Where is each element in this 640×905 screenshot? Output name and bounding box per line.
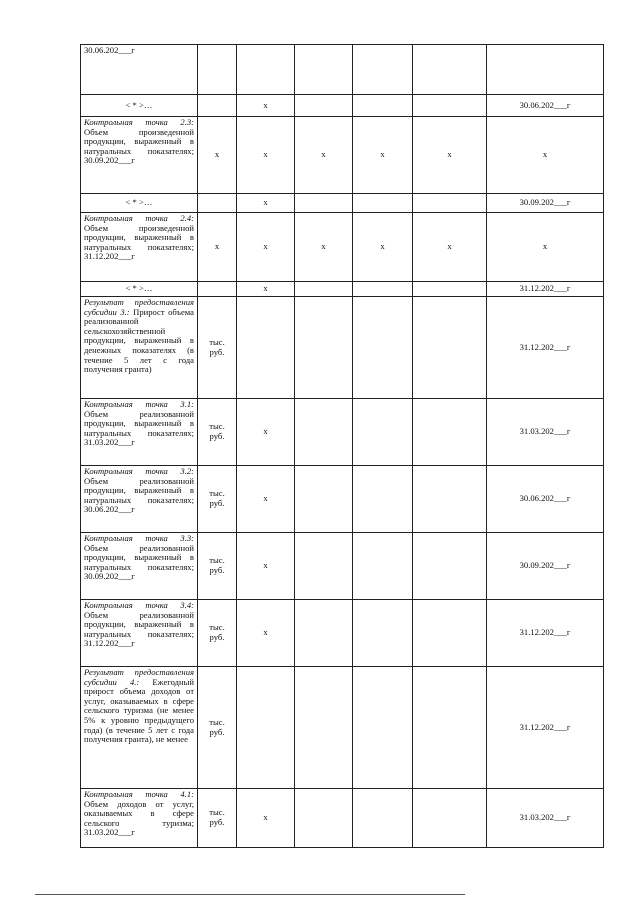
- value-cell: [353, 194, 413, 213]
- indicator-heading: Контрольная точка 2.4:: [84, 213, 194, 223]
- value-cell: [295, 667, 353, 789]
- value-cell: [353, 45, 413, 95]
- value-cell: [295, 297, 353, 399]
- indicator-text: Объем реализованной продукции, выраженный в натуральных показателях; 30.09.202___г: [84, 542, 194, 582]
- indicator-text: Ежегодный прирост объема доходов от услуг, оказываемых в сфере сельского туризма (не менее 5% к уровню предыдущего года) (в течение 5 лет с года получения гранта), не менее: [84, 676, 194, 745]
- value-cell: тыс. руб.: [198, 667, 237, 789]
- table-row: [81, 533, 604, 600]
- value-cell: x: [237, 95, 295, 117]
- value-cell: 30.09.202___г: [487, 194, 604, 213]
- value-cell: [295, 600, 353, 667]
- value-cell: 31.03.202___г: [487, 789, 604, 848]
- table-row: [81, 117, 604, 194]
- value-cell: тыс. руб.: [198, 533, 237, 600]
- value-cell: [295, 399, 353, 466]
- value-cell: тыс. руб.: [198, 399, 237, 466]
- indicator-text: 30.06.202___г: [84, 45, 135, 55]
- value-cell: [413, 600, 487, 667]
- value-cell: [295, 789, 353, 848]
- value-cell: [413, 466, 487, 533]
- results-table: [80, 44, 604, 848]
- value-cell: x: [237, 533, 295, 600]
- value-cell: x: [237, 600, 295, 667]
- value-cell: 30.09.202___г: [487, 533, 604, 600]
- value-cell: 31.12.202___г: [487, 600, 604, 667]
- indicator-text: Объем реализованной продукции, выраженный в натуральных показателях; 31.03.202___г: [84, 408, 194, 448]
- table-row: [81, 95, 604, 117]
- indicator-heading: Контрольная точка 4.1:: [84, 789, 194, 799]
- indicator-text: < * >…: [125, 99, 153, 110]
- value-cell: x: [237, 213, 295, 282]
- value-cell: x: [237, 466, 295, 533]
- indicator-text: Объем произведенной продукции, выраженный в натуральных показателях; 30.09.202___г: [84, 126, 194, 166]
- indicator-cell: [81, 466, 198, 533]
- value-cell: [353, 533, 413, 600]
- value-cell: [353, 399, 413, 466]
- table-row: [81, 282, 604, 297]
- indicator-text: < * >…: [125, 283, 153, 294]
- value-cell: [295, 194, 353, 213]
- value-cell: тыс. руб.: [198, 466, 237, 533]
- value-cell: x: [487, 213, 604, 282]
- indicator-heading: Контрольная точка 3.2:: [84, 466, 194, 476]
- table-row: [81, 45, 604, 95]
- value-cell: x: [237, 117, 295, 194]
- indicator-heading: Результат предоставления субсидии 4.:: [84, 667, 194, 687]
- indicator-text: Объем реализованной продукции, выраженный в натуральных показателях; 30.06.202___г: [84, 475, 194, 515]
- indicator-cell: [81, 282, 198, 297]
- value-cell: [295, 45, 353, 95]
- indicator-cell: [81, 789, 198, 848]
- value-cell: [295, 282, 353, 297]
- value-cell: 31.12.202___г: [487, 297, 604, 399]
- value-cell: [413, 194, 487, 213]
- value-cell: [237, 297, 295, 399]
- value-cell: x: [353, 117, 413, 194]
- indicator-text: < * >…: [125, 197, 153, 208]
- results-table-body: [81, 45, 604, 848]
- indicator-text: Объем доходов от услуг, оказываемых в сфере сельского туризма; 31.03.202___г: [84, 798, 194, 838]
- indicator-heading: Контрольная точка 3.4:: [84, 600, 194, 610]
- value-cell: 31.12.202___г: [487, 282, 604, 297]
- value-cell: [198, 282, 237, 297]
- value-cell: [413, 45, 487, 95]
- value-cell: [198, 95, 237, 117]
- value-cell: 30.06.202___г: [487, 95, 604, 117]
- value-cell: x: [487, 117, 604, 194]
- value-cell: [413, 667, 487, 789]
- value-cell: 30.06.202___г: [487, 466, 604, 533]
- indicator-cell: [81, 194, 198, 213]
- value-cell: [353, 789, 413, 848]
- indicator-text: Объем реализованной продукции, выраженный в натуральных показателях; 31.12.202___г: [84, 609, 194, 649]
- indicator-heading: Контрольная точка 3.3:: [84, 533, 194, 543]
- value-cell: [237, 667, 295, 789]
- table-row: [81, 600, 604, 667]
- value-cell: [353, 282, 413, 297]
- indicator-cell: [81, 45, 198, 95]
- footer-rule: [35, 894, 465, 895]
- value-cell: 31.03.202___г: [487, 399, 604, 466]
- indicator-cell: [81, 213, 198, 282]
- value-cell: [413, 297, 487, 399]
- value-cell: x: [198, 213, 237, 282]
- indicator-heading: Контрольная точка 2.3:: [84, 117, 194, 127]
- value-cell: x: [198, 117, 237, 194]
- value-cell: [353, 667, 413, 789]
- value-cell: x: [413, 213, 487, 282]
- value-cell: [237, 45, 295, 95]
- value-cell: x: [237, 399, 295, 466]
- table-row: [81, 213, 604, 282]
- indicator-cell: [81, 297, 198, 399]
- value-cell: x: [237, 194, 295, 213]
- value-cell: тыс. руб.: [198, 600, 237, 667]
- value-cell: [295, 533, 353, 600]
- value-cell: x: [237, 789, 295, 848]
- indicator-cell: [81, 533, 198, 600]
- value-cell: x: [295, 213, 353, 282]
- indicator-cell: [81, 95, 198, 117]
- indicator-text: Объем произведенной продукции, выраженный в натуральных показателях; 31.12.202___г: [84, 222, 194, 262]
- value-cell: 31.12.202___г: [487, 667, 604, 789]
- value-cell: [413, 282, 487, 297]
- value-cell: [353, 95, 413, 117]
- indicator-text: Прирост объема реализованной сельскохозяйственной продукции, выраженный в денежных показателях (в течение 5 лет с года получения гранта): [84, 306, 194, 375]
- indicator-cell: [81, 117, 198, 194]
- table-row: [81, 399, 604, 466]
- indicator-heading: Результат предоставления субсидии 3.:: [84, 297, 194, 317]
- value-cell: [295, 466, 353, 533]
- value-cell: [353, 297, 413, 399]
- value-cell: x: [353, 213, 413, 282]
- value-cell: x: [237, 282, 295, 297]
- value-cell: [487, 45, 604, 95]
- value-cell: тыс. руб.: [198, 789, 237, 848]
- value-cell: [413, 95, 487, 117]
- table-row: [81, 789, 604, 848]
- table-row: [81, 667, 604, 789]
- value-cell: [413, 399, 487, 466]
- value-cell: [413, 789, 487, 848]
- value-cell: x: [295, 117, 353, 194]
- value-cell: [295, 95, 353, 117]
- value-cell: [353, 466, 413, 533]
- value-cell: [353, 600, 413, 667]
- indicator-cell: [81, 600, 198, 667]
- value-cell: [198, 194, 237, 213]
- value-cell: x: [413, 117, 487, 194]
- indicator-cell: [81, 399, 198, 466]
- table-row: [81, 194, 604, 213]
- indicator-heading: Контрольная точка 3.1:: [84, 399, 194, 409]
- table-row: [81, 297, 604, 399]
- value-cell: [413, 533, 487, 600]
- value-cell: [198, 45, 237, 95]
- indicator-cell: [81, 667, 198, 789]
- table-row: [81, 466, 604, 533]
- value-cell: тыс. руб.: [198, 297, 237, 399]
